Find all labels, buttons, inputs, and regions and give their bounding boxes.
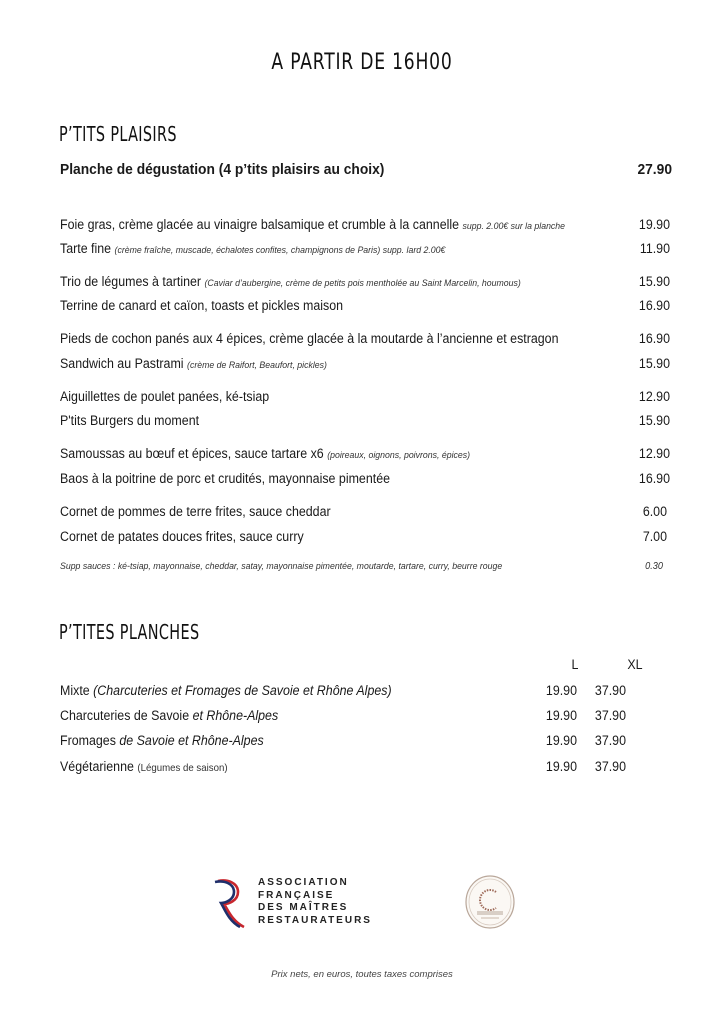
price-xl: 37.90: [594, 683, 626, 698]
item-name: Terrine de canard et caïon, toasts et pickles maison: [60, 298, 344, 313]
item-name: Trio de légumes à tartiner: [60, 274, 202, 289]
menu-item: [60, 298, 724, 318]
planche-detail: (Légumes de saison): [137, 762, 228, 774]
item-note: (poireaux, oignons, poivrons, épices): [327, 450, 471, 461]
supp-sauces-text: Supp sauces : ké-tsiap, mayonnaise, cheddar, satay, mayonnaise pimentée, moutarde, tartare, curry, beurre rouge: [60, 561, 503, 572]
item-name: Baos à la poitrine de porc et crudités, mayonnaise pimentée: [60, 471, 391, 486]
price-l: 19.90: [545, 683, 577, 698]
planche-name: Végétarienne: [60, 759, 134, 774]
item-name: Cornet de patates douces frites, sauce curry: [60, 529, 304, 544]
supp-sauces-price: 0.30: [645, 561, 663, 572]
item-price: 12.90: [638, 389, 670, 404]
item-price: 6.00: [642, 504, 667, 519]
featured-item-price: 27.90: [637, 161, 672, 178]
maitre-restaurateur-seal-icon: [463, 874, 517, 930]
menu-item: [60, 389, 724, 409]
price-disclaimer: Prix nets, en euros, toutes taxes comprises: [271, 969, 453, 980]
item-note: (crème de Raifort, Beaufort, pickles): [187, 360, 327, 371]
item-name: Cornet de pommes de terre frites, sauce cheddar: [60, 504, 331, 519]
price-xl: 37.90: [594, 759, 626, 774]
menu-item: [60, 241, 724, 261]
item-price: 16.90: [638, 298, 670, 313]
menu-item: [60, 446, 724, 466]
price-l: 19.90: [545, 708, 577, 723]
item-note: (crème fraîche, muscade, échalotes confites, champignons de Paris) supp. lard 2.00€: [114, 245, 446, 256]
item-price: 16.90: [638, 471, 670, 486]
menu-item: [60, 217, 724, 237]
item-note: supp. 2.00€ sur la planche: [462, 221, 566, 232]
planche-detail: (Charcuteries et Fromages de Savoie et Rhône Alpes): [93, 683, 392, 698]
col-header-l: L: [571, 657, 579, 672]
menu-item: [60, 356, 724, 376]
planche-name: Charcuteries de Savoie: [60, 708, 190, 723]
planche-item: [60, 683, 724, 703]
featured-item-name: Planche de dégustation (4 p’tits plaisirs au choix): [60, 161, 385, 178]
item-price: 12.90: [638, 446, 670, 461]
price-xl: 37.90: [594, 733, 626, 748]
price-l: 19.90: [545, 759, 577, 774]
menu-item: [60, 529, 724, 549]
supp-sauces-row: [60, 561, 724, 581]
menu-item: [60, 504, 724, 524]
planche-item: [60, 759, 724, 779]
section-title-ptits-plaisirs: P’TITS PLAISIRS: [59, 122, 177, 146]
item-price: 16.90: [638, 331, 670, 346]
item-price: 19.90: [638, 217, 670, 232]
planche-item: [60, 733, 724, 753]
item-name: Tarte fine: [60, 241, 112, 256]
item-name: Samoussas au bœuf et épices, sauce tartare x6: [60, 446, 324, 461]
item-note: (Caviar d’aubergine, crème de petits pois mentholée au Saint Marcelin, houmous): [204, 278, 521, 289]
item-price: 15.90: [638, 413, 670, 428]
menu-item: [60, 471, 724, 491]
maitres-restaurateurs-r-logo: [214, 877, 248, 936]
item-price: 15.90: [638, 356, 670, 371]
planche-name: Fromages: [60, 733, 116, 748]
item-name: Pieds de cochon panés aux 4 épices, crème glacée à la moutarde à l’ancienne et estragon: [60, 331, 559, 346]
item-price: 15.90: [638, 274, 670, 289]
page-title: A PARTIR DE 16H00: [271, 50, 453, 75]
item-name: Aiguillettes de poulet panées, ké-tsiap: [60, 389, 270, 404]
col-header-xl: XL: [627, 657, 643, 672]
planche-item: [60, 708, 724, 728]
menu-item: [60, 331, 724, 351]
planche-detail: et Rhône-Alpes: [192, 708, 279, 723]
planche-detail: de Savoie et Rhône-Alpes: [119, 733, 264, 748]
item-price: 11.90: [639, 241, 670, 256]
item-price: 7.00: [642, 529, 667, 544]
price-l: 19.90: [545, 733, 577, 748]
item-name: Foie gras, crème glacée au vinaigre balsamique et crumble à la cannelle: [60, 217, 460, 232]
item-name: P'tits Burgers du moment: [60, 413, 200, 428]
featured-item: [60, 161, 724, 181]
planche-name: Mixte: [60, 683, 90, 698]
menu-item: [60, 274, 724, 294]
section-title-ptites-planches: P’TITES PLANCHES: [59, 620, 200, 644]
size-header-row: [60, 657, 724, 677]
association-text: ASSOCIATION FRANÇAISE DES MAÎTRES RESTAURATEURS: [258, 877, 372, 926]
item-name: Sandwich au Pastrami: [60, 356, 184, 371]
menu-item: [60, 413, 724, 433]
price-xl: 37.90: [594, 708, 626, 723]
